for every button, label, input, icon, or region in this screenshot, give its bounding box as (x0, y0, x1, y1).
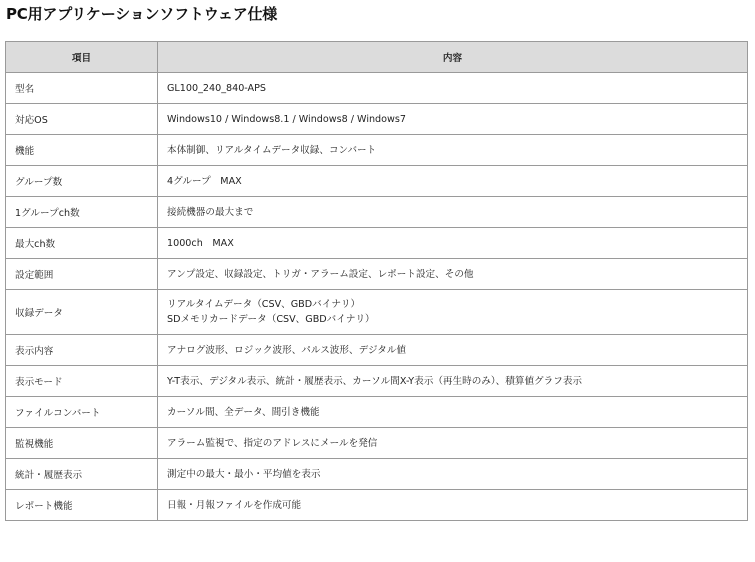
spec-value-cell (158, 104, 748, 135)
spec-item-cell: 型名 (6, 73, 158, 104)
table-row (6, 459, 748, 490)
spec-item-cell: ファイルコンバート (6, 397, 158, 428)
spec-value-cell (158, 366, 748, 397)
table-row (6, 166, 748, 197)
spec-value-text: 接続機器の最大まで (167, 206, 254, 218)
spec-value-text: 測定中の最大・最小・平均値を表示 (167, 468, 321, 480)
spec-value-cell (158, 397, 748, 428)
spec-item-cell: 機能 (6, 135, 158, 166)
spec-value-text: Windows10 / Windows8.1 / Windows8 / Windows7 (167, 113, 406, 125)
spec-item-cell: 監視機能 (6, 428, 158, 459)
table-row (6, 335, 748, 366)
spec-value-text: アラーム監視で、指定のアドレスにメールを発信 (167, 437, 378, 449)
column-header-item: 項目 (6, 42, 158, 73)
spec-value-cell (158, 166, 748, 197)
spec-value-cell (158, 259, 748, 290)
spec-value-cell (158, 490, 748, 521)
spec-value-text: 4グループ MAX (167, 175, 242, 187)
spec-value-text: SDメモリカードデータ（CSV、GBDバイナリ） (167, 314, 375, 325)
spec-value-cell (158, 73, 748, 104)
spec-value-cell (158, 228, 748, 259)
table-row (6, 290, 748, 335)
page-title: PC用アプリケーションソフトウェア仕様 (6, 5, 278, 23)
spec-item-cell: グループ数 (6, 166, 158, 197)
spec-value-cell (158, 428, 748, 459)
table-row (6, 259, 748, 290)
table-row (6, 397, 748, 428)
spec-table (5, 41, 748, 521)
table-row (6, 366, 748, 397)
spec-value-cell (158, 335, 748, 366)
spec-value-text: 1000ch MAX (167, 237, 234, 249)
spec-item-cell: 表示モード (6, 366, 158, 397)
table-row (6, 135, 748, 166)
column-header-content: 内容 (158, 42, 748, 73)
spec-value-cell (158, 290, 748, 335)
spec-value-text: 本体制御、リアルタイムデータ収録、コンバート (167, 144, 377, 156)
spec-value-text: リアルタイムデータ（CSV、GBDバイナリ） (167, 299, 361, 310)
spec-item-cell: 1グループch数 (6, 197, 158, 228)
spec-item-cell: 表示内容 (6, 335, 158, 366)
spec-value-text: GL100_240_840-APS (167, 82, 266, 94)
spec-item-cell: 収録データ (6, 290, 158, 335)
spec-item-cell: 対応OS (6, 104, 158, 135)
table-row (6, 197, 748, 228)
table-row (6, 490, 748, 521)
spec-value-text: アナログ波形、ロジック波形、パルス波形、デジタル値 (167, 344, 406, 356)
spec-value-text: カーソル間、全データ、間引き機能 (167, 406, 320, 418)
table-row (6, 228, 748, 259)
table-row (6, 104, 748, 135)
spec-item-cell: 設定範囲 (6, 259, 158, 290)
spec-item-cell: レポート機能 (6, 490, 158, 521)
table-row (6, 428, 748, 459)
spec-item-cell: 最大ch数 (6, 228, 158, 259)
spec-value-text: アンプ設定、収録設定、トリガ・アラーム設定、レポート設定、その他 (167, 268, 474, 280)
spec-value-text: 日報・月報ファイルを作成可能 (167, 499, 302, 511)
spec-value-cell (158, 459, 748, 490)
spec-value-cell (158, 135, 748, 166)
spec-value-text: Y-T表示、デジタル表示、統計・履歴表示、カーソル間X-Y表示（再生時のみ）、積算値グラフ表示 (167, 375, 583, 387)
table-header-row (6, 42, 748, 73)
spec-item-cell: 統計・履歴表示 (6, 459, 158, 490)
spec-value-cell (158, 197, 748, 228)
table-row (6, 73, 748, 104)
